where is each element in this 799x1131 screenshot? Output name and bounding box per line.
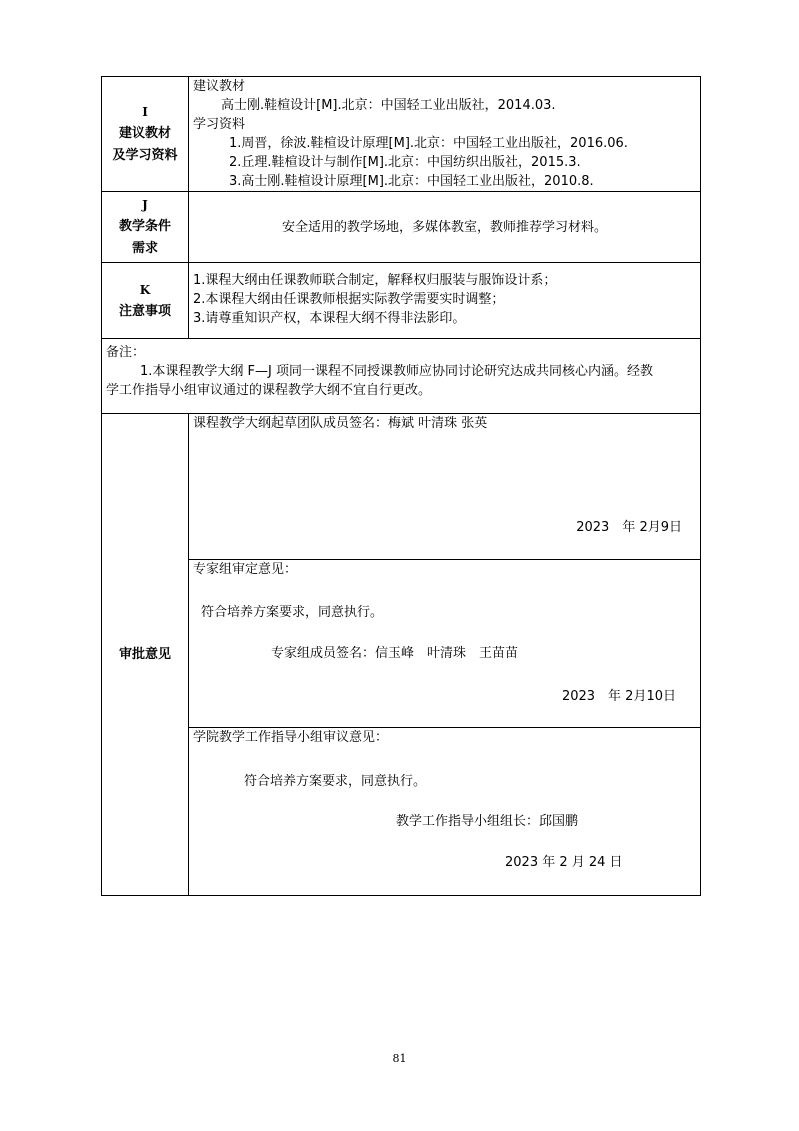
drafting-date: 2023 年 2月9日 [576, 520, 682, 535]
college-signature: 教学工作指导小组组长：邱国鹏 [396, 814, 579, 829]
materials-label: 学习资料 [193, 117, 246, 132]
drafting-cell [189, 414, 701, 560]
textbook-label: 建议教材 [193, 79, 246, 94]
section-k-content [189, 263, 701, 339]
material-entry-3: 3.高士刚.鞋楦设计原理[M].北京：中国轻工业出版社，2010.8. [229, 174, 594, 189]
college-cell [189, 728, 701, 896]
section-k-header [102, 263, 189, 339]
textbook-entry: 高士刚.鞋楦设计[M].北京：中国轻工业出版社，2014.03. [221, 98, 556, 113]
expert-date: 2023 年 2月10日 [561, 689, 676, 704]
expert-label: 专家组审定意见： [193, 562, 298, 577]
material-entry-2: 2.丘理.鞋楦设计与制作[M].北京：中国纺织出版社，2015.3. [229, 155, 581, 170]
approval-expert-row [102, 560, 701, 728]
material-entry-1: 1.周晋，徐波.鞋楦设计原理[M].北京：中国轻工业出版社，2016.06. [229, 136, 628, 151]
remarks-label: 备注： [106, 345, 146, 360]
expert-opinion: 符合培养方案要求，同意执行。 [201, 605, 384, 620]
note-item-2: 2.本课程大纲由任课教师根据实际教学需要实时调整； [193, 292, 505, 307]
approval-title: 审批意见 [118, 646, 171, 662]
section-j-title-line1: 教学条件 [118, 219, 171, 234]
section-i-letter: I [142, 105, 148, 119]
section-i-title-line1: 建议教材 [118, 126, 171, 141]
syllabus-table [101, 76, 701, 896]
section-i-header [102, 77, 189, 192]
section-k-letter: K [139, 282, 151, 297]
section-j-letter: J [142, 198, 148, 212]
section-k-title: 注意事项 [118, 303, 171, 319]
section-j-row [102, 192, 701, 263]
remarks-text-line1: 1.本课程教学大纲 F—J 项同一课程不同授课教师应协同讨论研究达成共同核心内涵。经教 [140, 364, 653, 379]
approval-drafting-row [102, 414, 701, 560]
remarks-cell [102, 339, 701, 414]
college-label: 学院教学工作指导小组审议意见： [193, 730, 389, 745]
section-j-header [102, 192, 189, 263]
approval-header [102, 414, 189, 896]
remarks-row [102, 339, 701, 414]
section-i-content [189, 77, 701, 192]
college-date: 2023 年 2 月 24 日 [505, 855, 623, 870]
expert-cell [189, 560, 701, 728]
college-opinion: 符合培养方案要求，同意执行。 [244, 774, 427, 789]
approval-college-row [102, 728, 701, 896]
page-number: 81 [392, 1052, 407, 1065]
section-k-row [102, 263, 701, 339]
drafting-signature: 课程教学大纲起草团队成员签名：梅斌 叶清珠 张英 [193, 416, 488, 431]
expert-signature: 专家组成员签名：信玉峰 叶清珠 王苗苗 [271, 646, 519, 661]
section-i-row [102, 77, 701, 192]
section-i-title-line2: 及学习资料 [112, 148, 178, 163]
section-j-title-line2: 需求 [131, 241, 158, 256]
note-item-1: 1.课程大纲由任课教师联合制定，解释权归服装与服饰设计系； [193, 273, 557, 288]
section-j-content: 安全适用的教学场地，多媒体教室，教师推荐学习材料。 [189, 192, 701, 263]
note-item-3: 3.请尊重知识产权，本课程大纲不得非法影印。 [193, 311, 466, 326]
remarks-text-line2: 学工作指导小组审议通过的课程教学大纲不宜自行更改。 [106, 383, 432, 398]
